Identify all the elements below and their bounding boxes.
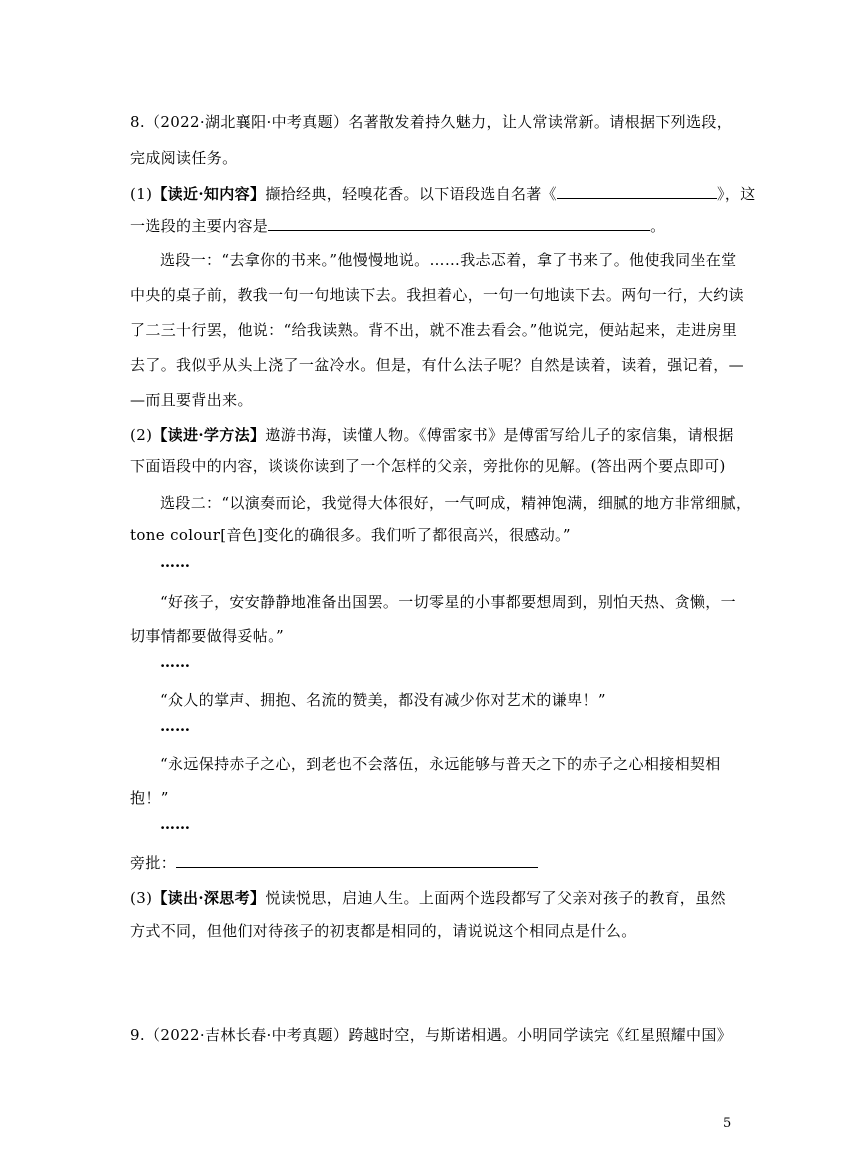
passage1-line5: —而且要背出来。 [130,391,253,409]
passage1-line2: 中央的桌子前，教我一句一句地读下去。我担着心，一句一句地读下去。两句一行，大约读 [130,286,745,304]
q8-part1-line1 [130,184,756,204]
part1-text-a: 撷拾经典，轻嗅花香。以下语段选自名著《 [265,185,557,203]
q8-part2-line1 [130,425,734,445]
passage2-quote1-line1: “好孩子，安安静静地准备出国罢。一切零星的小事都要想周到，别怕天热、贪懒，一 [160,593,736,611]
ellipsis-3: …… [160,717,190,735]
page-number: 5 [723,1116,732,1131]
part1-line2-b: 。 [650,217,666,235]
passage2-line2: tone colour[音色]变化的确很多。我们听了都很高兴，很感动。” [130,526,571,544]
ellipsis-2: …… [160,653,190,671]
part3-marker: (3) [130,889,153,907]
book-title-blank[interactable] [557,184,717,199]
part2-tag: 【读进·学方法】 [152,426,266,444]
pangpi-line [130,853,538,873]
passage1-line3: 了二三十行罢，他说：“给我读熟。背不出，就不准去看会。”他说完，便站起来，走进房里 [130,321,738,339]
pangpi-label: 旁批： [130,854,177,872]
passage1-line1: 选段一：“去拿你的书来。”他慢慢地说。……我忐忑着，拿了书来了。他使我同坐在堂 [160,251,737,269]
passage2-quote2: “众人的掌声、拥抱、名流的赞美，都没有减少你对艺术的谦卑！” [160,691,606,709]
q8-part1-line2 [130,216,666,236]
part1-text-b: 》，这 [717,185,756,203]
part2-marker: (2) [130,426,153,444]
part3-text-a: 悦读悦思，启迪人生。上面两个选段都写了父亲对孩子的教育，虽然 [265,889,726,907]
q8-stem-line1: 8.（2022·湖北襄阳·中考真题）名著散发着持久魅力，让人常读常新。请根据下列选段， [130,113,733,131]
passage2-line1: 选段二：“以演奏而论，我觉得大体很好，一气呵成，精神饱满，细腻的地方非常细腻， [160,494,752,512]
part1-tag: 【读近·知内容】 [152,185,266,203]
main-content-blank[interactable] [268,216,650,231]
part3-tag: 【读出·深思考】 [152,889,266,907]
passage1-line4: 去了。我似乎从头上浇了一盆冷水。但是，有什么法子呢？自然是读着，读着，强记着，— [130,356,745,374]
passage2-quote3-line2: 抱！” [130,789,169,807]
part1-line2-a: 一选段的主要内容是 [130,217,269,235]
q9-stem-line1: 9.（2022·吉林长春·中考真题）跨越时空，与斯诺相遇。小明同学读完《红星照耀中国》 [130,1026,733,1044]
ellipsis-4: …… [160,815,190,833]
passage2-quote1-line2: 切事情都要做得妥帖。” [130,627,285,645]
part1-marker: (1) [130,185,153,203]
part2-text-a: 遨游书海，读懂人物。《傅雷家书》是傅雷写给儿子的家信集，请根据 [265,426,734,444]
q8-stem-line2: 完成阅读任务。 [130,149,238,167]
q8-part2-line2: 下面语段中的内容，谈谈你读到了一个怎样的父亲，旁批你的见解。(答出两个要点即可) [130,457,726,475]
q8-part3-line2: 方式不同，但他们对待孩子的初衷都是相同的，请说说这个相同点是什么。 [130,922,637,940]
pangpi-answer-blank[interactable] [176,853,538,868]
passage2-quote3-line1: “永远保持赤子之心，到老也不会落伍，永远能够与普天之下的赤子之心相接相契相 [160,755,721,773]
ellipsis-1: …… [160,553,190,571]
q8-part3-line1 [130,888,726,908]
